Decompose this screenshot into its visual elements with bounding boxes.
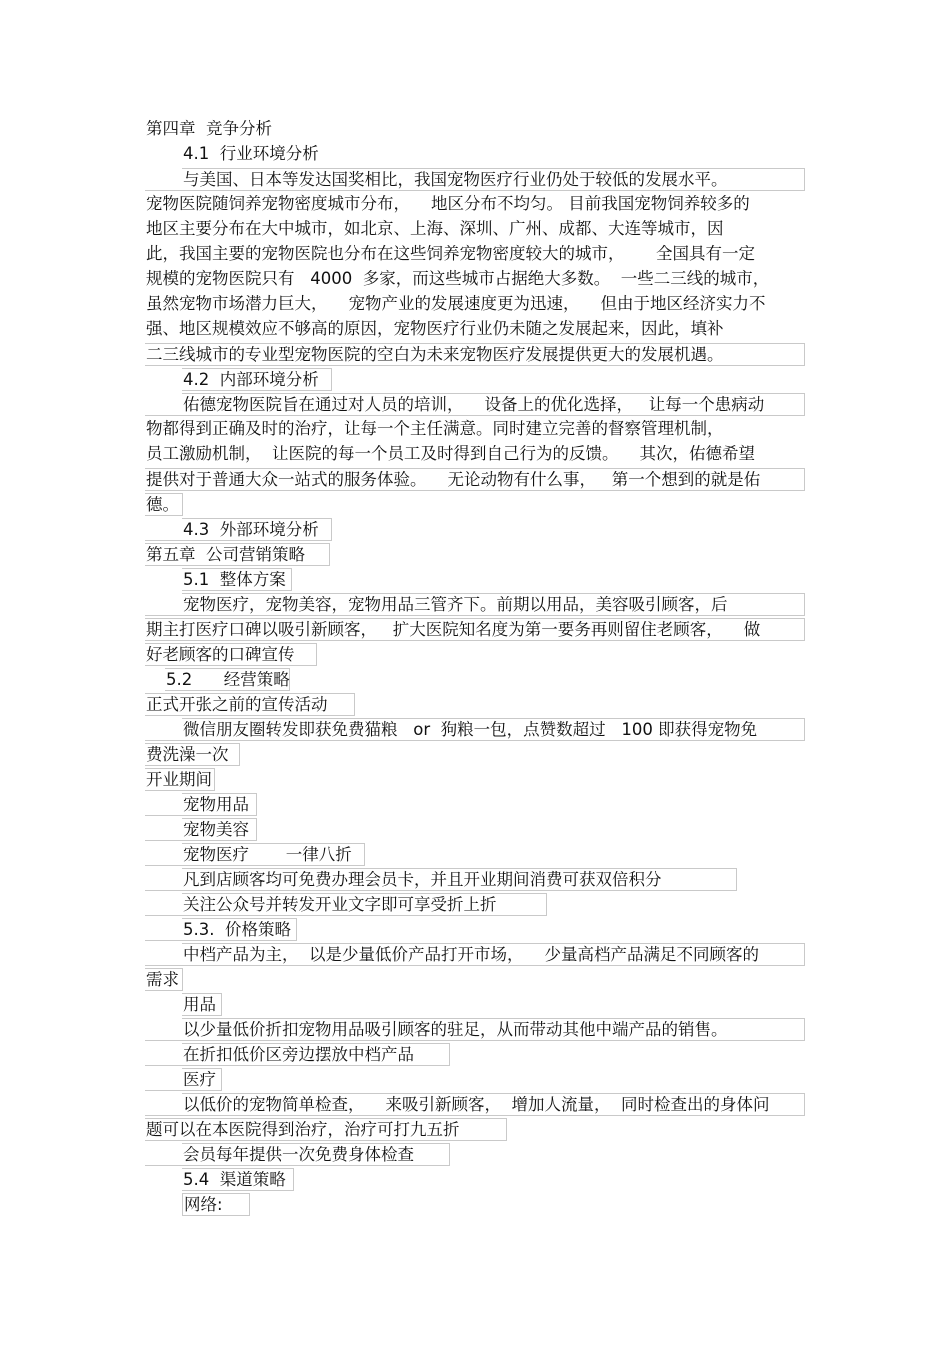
text-line: 地区主要分布在大中城市，如北京、上海、深圳、广州、成都、大连等城市，因 — [146, 219, 724, 238]
text-line: 以低价的宠物简单检查， 来吸引新顾客， 增加人流量， 同时检查出的身体问 — [182, 1093, 805, 1116]
indent-rule — [145, 915, 182, 916]
indent-rule — [145, 940, 182, 941]
text-line: 5.1 整体方案 — [182, 568, 292, 591]
text-line: 开业期间 — [145, 768, 215, 791]
text-line: 医疗 — [182, 1068, 222, 1091]
text-line: 需求 — [145, 968, 183, 991]
indent-rule — [145, 1090, 182, 1091]
indent-rule — [145, 965, 182, 966]
indent-rule — [145, 740, 182, 741]
text-line: 与美国、日本等发达国奖相比，我国宠物医疗行业仍处于较低的发展水平。 — [182, 168, 805, 191]
indent-rule — [145, 190, 182, 191]
text-line: 宠物医疗，宠物美容，宠物用品三管齐下。前期以用品，美容吸引顾客，后 — [182, 593, 805, 616]
indent-rule — [145, 415, 182, 416]
text-line: 好老顾客的口碑宣传 — [145, 643, 317, 666]
indent-rule — [145, 865, 182, 866]
text-line: 强、地区规模效应不够高的原因，宠物医疗行业仍未随之发展起来，因此，填补 — [146, 319, 724, 338]
text-line: 在折扣低价区旁边摆放中档产品 — [182, 1043, 450, 1066]
text-line: 员工激励机制， 让医院的每一个员工及时得到自己行为的反馈。 其次，佑德希望 — [146, 444, 755, 463]
text-line: 第五章 公司营销策略 — [145, 543, 330, 566]
text-line: 会员每年提供一次免费身体检查 — [182, 1143, 450, 1166]
text-line: 宠物用品 — [182, 793, 257, 816]
text-line: 关注公众号并转发开业文字即可享受折上折 — [182, 893, 547, 916]
text-line: 宠物医院随饲养宠物密度城市分布， 地区分布不均匀。 目前我国宠物饲养较多的 — [146, 194, 750, 213]
text-line: 此，我国主要的宠物医院也分布在这些饲养宠物密度较大的城市， 全国具有一定 — [146, 244, 755, 263]
text-line: 二三线城市的专业型宠物医院的空白为未来宠物医疗发展提供更大的发展机遇。 — [145, 343, 805, 366]
text-line: 4.2 内部环境分析 — [182, 368, 332, 391]
text-line: 虽然宠物市场潜力巨大， 宠物产业的发展速度更为迅速， 但由于地区经济实力不 — [146, 294, 766, 313]
text-line: 物都得到正确及时的治疗，让每一个主任满意。同时建立完善的督察管理机制， — [146, 419, 724, 438]
indent-rule — [145, 1065, 182, 1066]
indent-rule — [145, 815, 182, 816]
indent-rule — [145, 1165, 182, 1166]
text-line: 4.1 行业环境分析 — [183, 144, 319, 163]
indent-rule — [145, 540, 182, 541]
indent-rule — [145, 840, 182, 841]
text-line: 期主打医疗口碑以吸引新顾客， 扩大医院知名度为第一要务再则留住老顾客， 做 — [145, 618, 805, 641]
text-line: 佑德宠物医院旨在通过对人员的培训， 设备上的优化选择， 让每一个患病动 — [182, 393, 805, 416]
indent-rule — [145, 1040, 182, 1041]
text-line: 以少量低价折扣宠物用品吸引顾客的驻足，从而带动其他中端产品的销售。 — [182, 1018, 805, 1041]
text-line: 5.3. 价格策略 — [182, 918, 297, 941]
text-line: 5.2 经营策略 — [166, 670, 290, 689]
text-line: 网络: — [182, 1193, 250, 1216]
text-line: 费洗澡一次 — [145, 743, 240, 766]
text-line: 规模的宠物医院只有 4000 多家，而这些城市占据绝大多数。 一些二三线的城市， — [146, 269, 770, 288]
text-line: 提供对于普通大众一站式的服务体验。 无论动物有什么事， 第一个想到的就是佑 — [145, 468, 805, 491]
indent-rule — [145, 615, 182, 616]
text-line: 宠物美容 — [182, 818, 257, 841]
text-line: 第四章 竞争分析 — [146, 119, 272, 138]
text-line: 微信朋友圈转发即获免费猫粮 or 狗粮一包，点赞数超过 100 即获得宠物免 — [182, 718, 805, 741]
indent-rule — [145, 1115, 182, 1116]
text-line: 正式开张之前的宣传活动 — [145, 693, 355, 716]
text-line: 5.4 渠道策略 — [182, 1168, 294, 1191]
text-line: 德。 — [145, 493, 183, 516]
indent-rule — [145, 890, 182, 891]
text-line: 题可以在本医院得到治疗，治疗可打九五折 — [145, 1118, 507, 1141]
text-line: 4.3 外部环境分析 — [182, 518, 332, 541]
text-line: 用品 — [182, 993, 222, 1016]
text-line: 凡到店顾客均可免费办理会员卡，并且开业期间消费可获双倍积分 — [182, 868, 737, 891]
text-line: 宠物医疗 一律八折 — [182, 843, 365, 866]
text-line: 中档产品为主， 以是少量低价产品打开市场， 少量高档产品满足不同顾客的 — [182, 943, 805, 966]
